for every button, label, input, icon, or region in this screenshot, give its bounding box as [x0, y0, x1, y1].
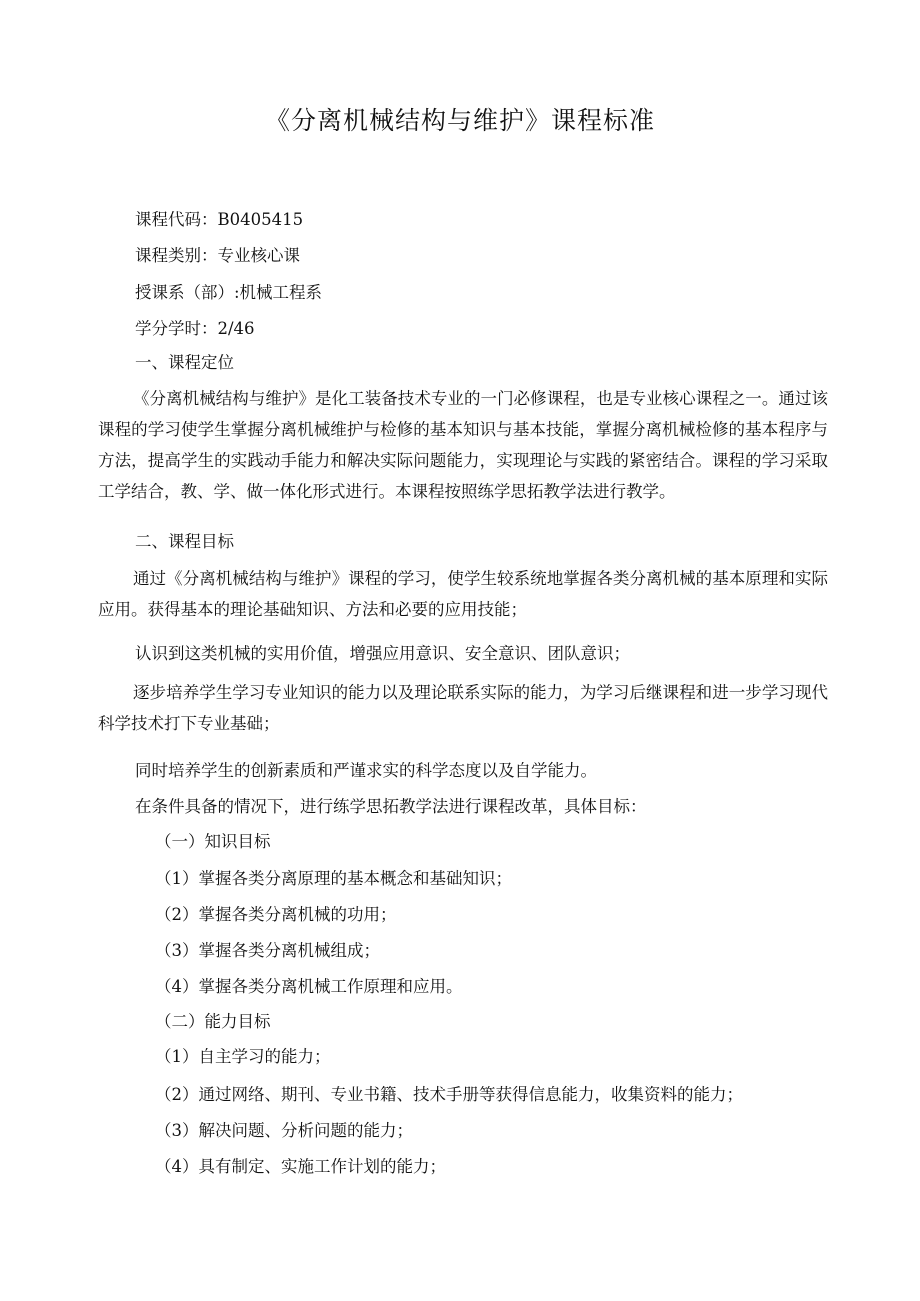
course-department: 授课系（部）:机械工程系	[135, 283, 323, 302]
paragraph-goals-ability: 逐步培养学生学习专业知识的能力以及理论联系实际的能力，为学习后继课程和进一步学习现代科学技术打下专业基础；	[98, 683, 828, 733]
document-title: 《分离机械结构与维护》课程标准	[264, 106, 655, 135]
paragraph-goals-quality: 同时培养学生的创新素质和严谨求实的科学态度以及自学能力。	[135, 761, 597, 780]
course-credit-hours: 学分学时：2/46	[135, 319, 255, 338]
subheading-knowledge-goals: （一）知识目标	[155, 832, 271, 851]
list-item: （3）解决问题、分析问题的能力；	[155, 1121, 413, 1140]
subheading-ability-goals: （二）能力目标	[155, 1012, 271, 1031]
section-heading-positioning: 一、课程定位	[135, 353, 234, 372]
list-item: （2）通过网络、期刊、专业书籍、技术手册等获得信息能力，收集资料的能力；	[155, 1085, 743, 1104]
list-item: （1）掌握各类分离原理的基本概念和基础知识；	[155, 869, 512, 888]
course-code: 课程代码：B0405415	[135, 210, 304, 229]
list-item: （4）具有制定、实施工作计划的能力；	[155, 1157, 446, 1176]
list-item: （3）掌握各类分离机械组成；	[155, 941, 380, 960]
paragraph-goals-intro: 通过《分离机械结构与维护》课程的学习，使学生较系统地掌握各类分离机械的基本原理和实际应用。获得基本的理论基础知识、方法和必要的应用技能；	[98, 569, 828, 619]
paragraph-positioning: 《分离机械结构与维护》是化工装备技术专业的一门必修课程，也是专业核心课程之一。通过该课程的学习使学生掌握分离机械维护与检修的基本知识与基本技能，掌握分离机械检修的基本程序与方法，提高学生的实践动手能力和解决实际问题能力，实现理论与实践的紧密结合。课程的学习采取工学结合，教、学、做一体化形式进行。本课程按照练学思拓教学法进行教学。	[98, 389, 828, 501]
list-item: （2）掌握各类分离机械的功用；	[155, 905, 397, 924]
paragraph-goals-reform: 在条件具备的情况下，进行练学思拓教学法进行课程改革，具体目标：	[135, 797, 647, 816]
paragraph-goals-awareness: 认识到这类机械的实用价值，增强应用意识、安全意识、团队意识；	[135, 644, 630, 663]
section-heading-goals: 二、课程目标	[135, 532, 234, 551]
list-item: （4）掌握各类分离机械工作原理和应用。	[155, 977, 463, 996]
list-item: （1）自主学习的能力；	[155, 1047, 331, 1066]
course-type: 课程类别：专业核心课	[135, 246, 300, 265]
